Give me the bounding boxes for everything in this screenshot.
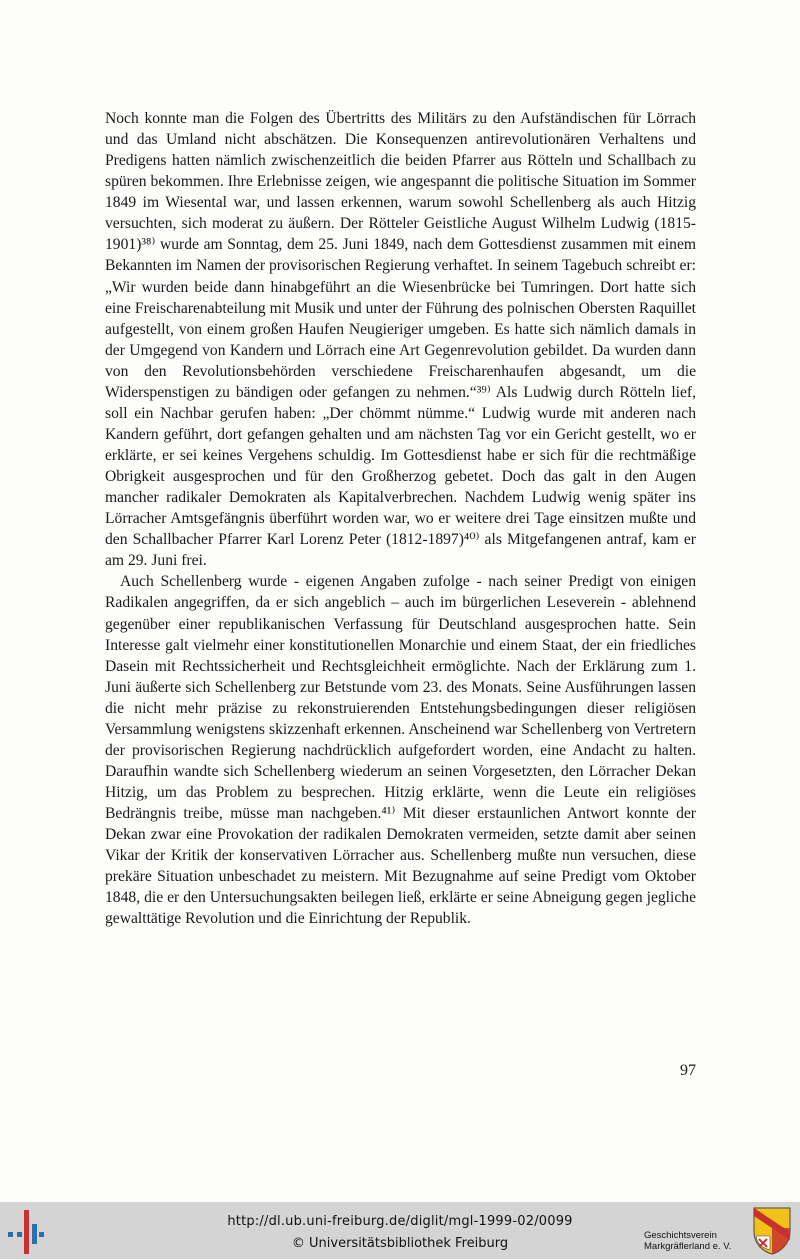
paragraph-1: Noch konnte man die Folgen des Übertritts des Militärs zu den Aufständischen für Lörrach und das Umland nicht abschätzen. Die Konsequenzen antirevolutionären Verhaltens und Predigens hatten nämlich zwischenzeitlich die beiden Pfarrer aus Rötteln und Schallbach zu spüren bekommen. Ihre Erlebnisse zeigen, wie angespannt die politische Situation im Sommer 1849 im Wiesental war, und lassen erkennen, warum sowohl Schellenberg als auch Hitzig versuchten, sich moderat zu äußern. Der Rötteler Geistliche August Wilhelm Ludwig (1815-1901)³⁸⁾ wurde am Sonntag, dem 25. Juni 1849, nach dem Gottesdienst zusammen mit einem Bekannten im Namen der provisorischen Regierung verhaftet. In seinem Tagebuch schreibt er: „Wir wurden beide dann hinabgeführt an die Wiesenbrücke bei Tumringen. Dort hatte sich eine Freischarenabteilung mit Musik und unter der Führung des polnischen Obersten Raquillet aufgestellt, von einem großen Haufen Neugieriger umgeben. Es hatte sich nämlich damals in der Umgegend von Kandern und Lörrach eine Art Gegenrevolution gebildet. Da wurden dann von den Revolutionsbehörden verschiedene Freischarenhaufen abgesandt, um die Widerspenstigen zu bändigen oder gefangen zu nehmen.“³⁹⁾ Als Ludwig durch Rötteln lief, soll ein Nachbar gerufen haben: „Der chömmt nümme.“ Ludwig wurde mit anderen nach Kandern geführt, dort gefangen gehalten und am nächsten Tag vor ein Gericht gestellt, wo er erklärte, er sei keines Vergehens schuldig. Im Gottesdienst habe er sich für die rechtmäßige Obrigkeit ausgesprochen und für den Großherzog gebetet. Doch das galt in den Augen mancher radikaler Demokraten als Kapitalverbrechen. Nachdem Ludwig wenig später ins Lörracher Amtsgefängnis überführt worden war, wo er weitere drei Tage einsitzen mußte und den Schallbacher Pfarrer Karl Lorenz Peter (1812-1897)⁴⁰⁾ als Mitgefangenen antraf, kam er am 29. Juni frei. xyxy=(105,110,696,570)
body-text xyxy=(105,108,696,929)
society-line-2: Markgräflerland e. V. xyxy=(644,1241,732,1252)
paragraph-2: Auch Schellenberg wurde - eigenen Angaben zufolge - nach seiner Predigt von einigen Radikalen angegriffen, da er sich angeblich – auch im bürgerlichen Leseverein - ablehnend gegenüber einer republikanischen Verfassung für Deutschland ausgesprochen hatte. Sein Interesse galt vielmehr einer konstitutionellen Monarchie und einem Staat, der ein friedliches Dasein mit Rechtssicherheit und Rechtsgleichheit ermöglichte. Nach der Erklärung zum 1. Juni äußerte sich Schellenberg zur Betstunde vom 23. des Monats. Seine Ausführungen lassen die nicht mehr präzise zu rekonstruierenden Entstehungsbedingungen dieser religiösen Versammlung wenigstens skizzenhaft erkennen. Anscheinend war Schellenberg von Vertretern der provisorischen Regierung nachdrücklich aufgefordert worden, eine Andacht zu halten. Daraufhin wandte sich Schellenberg wiederum an seinen Vorgesetzten, den Lörracher Dekan Hitzig, um das Problem zu besprechen. Hitzig erklärte, wenn die Leute ein religiöses Bedrängnis treibe, müsse man nachgeben.⁴¹⁾ Mit dieser erstaunlichen Antwort konnte der Dekan zwar eine Provokation der radikalen Demokraten vermeiden, setzte damit aber seinen Vikar der Kritik der konservativen Lörracher aus. Schellenberg mußte nun versuchen, diese prekäre Situation unbeschadet zu meistern. Mit Bezugnahme auf seine Predigt vom Oktober 1848, die er den Untersuchungsakten beilegen ließ, erklärte er seine Abneigung gegen jegliche gewalttätige Revolution und die Einrichtung der Republik. xyxy=(105,573,696,928)
ub-freiburg-logo-icon[interactable] xyxy=(8,1208,44,1256)
footer-bar xyxy=(0,1202,800,1259)
coat-of-arms-icon xyxy=(752,1206,792,1256)
footer-url-link[interactable]: http://dl.ub.uni-freiburg.de/diglit/mgl-1999-02/0099 xyxy=(227,1214,573,1229)
page-number: 97 xyxy=(680,1062,696,1079)
footer-copyright: © Universitätsbibliothek Freiburg xyxy=(291,1236,509,1251)
society-line-1: Geschichtsverein xyxy=(644,1230,717,1241)
society-name xyxy=(644,1230,754,1252)
